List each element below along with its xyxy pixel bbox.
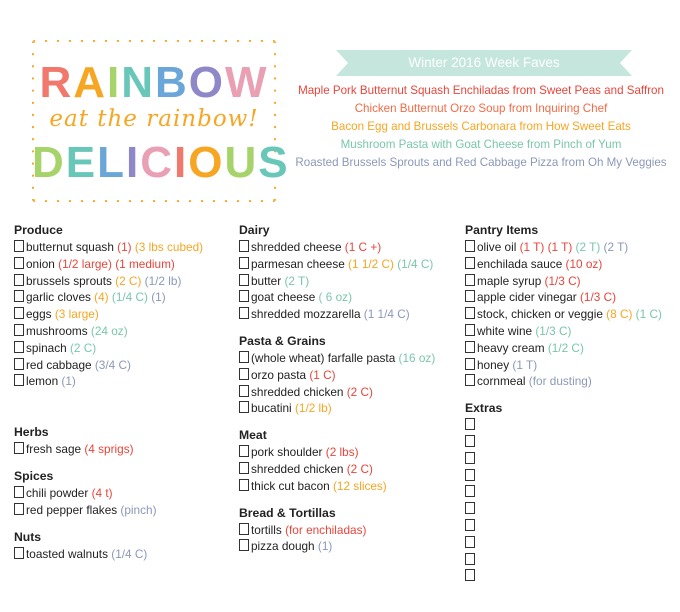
- checkbox[interactable]: [14, 240, 24, 252]
- logo-letter: S: [258, 138, 290, 187]
- checkbox[interactable]: [465, 519, 475, 531]
- item-name: thick cut bacon: [251, 478, 330, 493]
- checkbox[interactable]: [465, 469, 475, 481]
- list-item: [14, 546, 234, 563]
- item-quantity: (4 sprigs): [81, 442, 134, 457]
- section-pasta: [239, 333, 465, 417]
- item-quantity: (1): [58, 374, 76, 389]
- item-name: white wine: [477, 323, 533, 338]
- section-pantry: [465, 222, 680, 390]
- item-quantity: (1 T): [516, 240, 545, 254]
- item-quantity: (4 t): [88, 485, 113, 500]
- list-item: [14, 357, 234, 374]
- logo-tagline: eat the rainbow!: [49, 106, 259, 132]
- item-quantity: (1/2 C): [544, 340, 584, 355]
- section-nuts: [14, 529, 234, 563]
- list-item: [239, 306, 465, 323]
- blank-item: [465, 568, 680, 585]
- list-item: [14, 306, 234, 323]
- section-title: Spices: [14, 468, 54, 483]
- checkbox[interactable]: [465, 502, 475, 514]
- checkbox[interactable]: [239, 385, 249, 397]
- item-name: fresh sage: [26, 442, 82, 457]
- section-bread: [239, 505, 465, 556]
- item-quantity: (3 lbs cubed): [131, 240, 204, 254]
- list-item: [14, 373, 234, 390]
- item-name: tortills: [251, 522, 282, 537]
- list-item: [239, 273, 465, 290]
- blank-item: [465, 434, 680, 451]
- fave-recipe: Maple Pork Butternut Squash Enchiladas from Sweet Peas and Saffron: [298, 84, 664, 97]
- item-quantity: (1/4 C): [108, 290, 148, 305]
- fave-recipe: Bacon Egg and Brussels Carbonara from How Sweet Eats: [331, 120, 631, 133]
- faves-list: [286, 82, 676, 172]
- logo-letter: U: [224, 138, 259, 187]
- item-name: apple cider vinegar: [477, 290, 577, 305]
- checkbox[interactable]: [465, 418, 475, 430]
- checkbox[interactable]: [14, 442, 24, 454]
- list-item: [14, 323, 234, 340]
- item-name: shredded chicken: [251, 384, 344, 399]
- checkbox[interactable]: [465, 290, 475, 302]
- banner-title: Winter 2016 Week Faves: [408, 55, 560, 70]
- item-name: shredded chicken: [251, 461, 344, 476]
- logo-letter: W: [225, 58, 269, 107]
- checkbox[interactable]: [465, 257, 475, 269]
- list-item: [465, 256, 680, 273]
- item-quantity: (2 C): [343, 461, 373, 476]
- list-item: [14, 256, 234, 273]
- item-name: red cabbage: [26, 357, 92, 372]
- item-name: heavy cream: [477, 340, 545, 355]
- item-name: lemon: [26, 374, 59, 389]
- checkbox[interactable]: [465, 274, 475, 286]
- fave-recipe: Mushroom Pasta with Goat Cheese from Pinch of Yum: [340, 138, 622, 151]
- checkbox[interactable]: [465, 374, 475, 386]
- list-item: [14, 502, 234, 519]
- item-quantity: (1 C +): [341, 240, 382, 254]
- item-quantity: (1 T): [544, 240, 573, 254]
- logo-letter: B: [155, 58, 189, 107]
- item-quantity: (2 T): [572, 240, 601, 254]
- item-quantity: (pinch): [117, 502, 157, 517]
- item-name: onion: [26, 256, 55, 271]
- item-quantity: (16 oz): [395, 350, 436, 365]
- checkbox[interactable]: [14, 257, 24, 269]
- list-item: [239, 538, 465, 555]
- list-item: [14, 340, 234, 357]
- blank-item: [465, 451, 680, 468]
- item-name: (whole wheat) farfalle pasta: [251, 350, 396, 365]
- list-item: [239, 289, 465, 306]
- item-name: orzo pasta: [251, 367, 307, 382]
- logo-letter: O: [188, 58, 226, 107]
- logo-letter: O: [188, 138, 225, 187]
- checkbox[interactable]: [239, 290, 249, 302]
- fave-recipe: Chicken Butternut Orzo Soup from Inquiring Chef: [354, 102, 608, 115]
- list-item: [239, 256, 465, 273]
- checkbox[interactable]: [465, 553, 475, 565]
- item-quantity: (1): [113, 240, 132, 254]
- week-faves-banner: [336, 50, 632, 76]
- checkbox[interactable]: [465, 324, 475, 336]
- rainbow-delicious-logo: [32, 40, 290, 202]
- list-item: [465, 289, 680, 306]
- list-item: [14, 239, 234, 256]
- checkbox[interactable]: [465, 569, 475, 581]
- checkbox[interactable]: [239, 539, 249, 551]
- item-name: goat cheese: [251, 290, 316, 305]
- item-name: brussels sprouts: [26, 273, 112, 288]
- checkbox[interactable]: [239, 257, 249, 269]
- item-quantity: (1 T): [509, 357, 538, 372]
- logo-letter: E: [65, 138, 98, 187]
- item-name: red pepper flakes: [26, 502, 118, 517]
- list-item: [465, 323, 680, 340]
- item-quantity: (1 C): [306, 367, 336, 382]
- checkbox[interactable]: [239, 274, 249, 286]
- section-title: Meat: [239, 428, 267, 443]
- list-item: [239, 367, 465, 384]
- logo-letter: R: [39, 58, 74, 107]
- logo-letter: I: [107, 58, 122, 107]
- section-title: Nuts: [14, 529, 42, 544]
- checkbox[interactable]: [239, 307, 249, 319]
- checkbox[interactable]: [239, 462, 249, 474]
- section-meat: [239, 427, 465, 494]
- item-quantity: (1/4 C): [393, 256, 434, 271]
- checkbox[interactable]: [14, 324, 24, 336]
- item-quantity: (24 oz): [87, 323, 128, 338]
- checkbox[interactable]: [14, 486, 24, 498]
- item-name: eggs: [26, 307, 52, 322]
- section-herbs: [14, 424, 234, 458]
- section-extras: [465, 400, 680, 585]
- column-left: [14, 222, 234, 562]
- fave-recipe: Roasted Brussels Sprouts and Red Cabbage Pizza from Oh My Veggies: [295, 156, 667, 169]
- item-name: pizza dough: [251, 539, 315, 554]
- logo-letter: D: [32, 138, 66, 187]
- item-name: toasted walnuts: [26, 546, 108, 561]
- item-quantity: (2 C): [111, 273, 142, 288]
- checkbox[interactable]: [465, 485, 475, 497]
- item-quantity: (1/3 C): [541, 273, 581, 288]
- checkbox[interactable]: [14, 503, 24, 515]
- item-quantity: (1 1/4 C): [360, 307, 410, 322]
- section-title: Bread & Tortillas: [239, 505, 336, 520]
- column-middle: [239, 222, 465, 555]
- checkbox[interactable]: [14, 341, 24, 353]
- blank-item: [465, 468, 680, 485]
- checkbox[interactable]: [239, 445, 249, 457]
- item-quantity: (for enchiladas): [281, 522, 367, 537]
- checkbox[interactable]: [465, 358, 475, 370]
- logo-letter: C: [140, 138, 175, 187]
- list-item: [239, 478, 465, 495]
- checkbox[interactable]: [465, 307, 475, 319]
- list-item: [239, 461, 465, 478]
- checkbox[interactable]: [239, 523, 249, 535]
- item-name: parmesan cheese: [251, 256, 345, 271]
- list-item: [465, 273, 680, 290]
- logo-letter: N: [121, 58, 156, 107]
- item-quantity: (for dusting): [525, 374, 592, 389]
- section-spices: [14, 468, 234, 519]
- item-quantity: (1 C): [632, 307, 662, 322]
- item-name: butternut squash: [26, 240, 114, 254]
- list-item: [14, 441, 234, 458]
- item-name: enchilada sauce: [477, 256, 563, 271]
- item-quantity: (4): [90, 290, 109, 305]
- item-quantity: (1/4 C): [107, 546, 148, 561]
- logo-letter: A: [73, 58, 107, 107]
- list-item: [465, 340, 680, 357]
- list-item: [465, 306, 680, 323]
- item-quantity: (2 lbs): [322, 445, 359, 460]
- list-item: [239, 384, 465, 401]
- blank-item: [465, 484, 680, 501]
- list-item: [465, 357, 680, 374]
- logo-letter: I: [174, 138, 189, 187]
- checkbox[interactable]: [14, 547, 24, 559]
- item-name: shredded mozzarella: [251, 307, 361, 322]
- item-quantity: (2 T): [281, 273, 310, 288]
- checkbox[interactable]: [465, 435, 475, 447]
- item-name: butter: [251, 273, 282, 288]
- item-quantity: (1/2 lb): [141, 273, 182, 288]
- logo-title-delicious: [32, 138, 290, 188]
- blank-item: [465, 501, 680, 518]
- checkbox[interactable]: [14, 290, 24, 302]
- item-name: pork shoulder: [251, 445, 323, 460]
- section-title: Produce: [14, 223, 63, 237]
- item-name: chili powder: [26, 485, 89, 500]
- item-name: maple syrup: [477, 273, 542, 288]
- item-quantity: (2 T): [600, 240, 629, 254]
- checkbox[interactable]: [465, 536, 475, 548]
- list-item: [465, 239, 680, 256]
- list-item: [239, 239, 465, 256]
- list-item: [14, 485, 234, 502]
- list-item: [14, 273, 234, 290]
- checkbox[interactable]: [239, 479, 249, 491]
- list-item: [239, 350, 465, 367]
- item-quantity: (1/3 C): [576, 290, 617, 305]
- checkbox[interactable]: [465, 341, 475, 353]
- item-name: cornmeal: [477, 374, 526, 389]
- checkbox[interactable]: [14, 374, 24, 386]
- item-quantity: (1): [314, 539, 333, 554]
- section-dairy: [239, 222, 465, 323]
- blank-item: [465, 535, 680, 552]
- checkbox[interactable]: [239, 351, 249, 363]
- item-quantity: (1 medium): [111, 256, 175, 271]
- list-item: [465, 373, 680, 390]
- checkbox[interactable]: [14, 358, 24, 370]
- column-right: [465, 222, 680, 585]
- item-quantity: (2 C): [343, 384, 373, 399]
- section-title: Pantry Items: [465, 223, 539, 237]
- checkbox[interactable]: [239, 368, 249, 380]
- item-quantity: (10 oz): [562, 256, 603, 271]
- item-name: mushrooms: [26, 323, 88, 338]
- item-quantity: (1 1/2 C): [344, 256, 394, 271]
- item-name: spinach: [26, 340, 67, 355]
- list-item: [239, 444, 465, 461]
- logo-letter: L: [97, 138, 127, 187]
- section-title: Dairy: [239, 223, 270, 237]
- list-item: [239, 400, 465, 417]
- checkbox[interactable]: [465, 452, 475, 464]
- item-quantity: (12 slices): [329, 478, 387, 493]
- item-name: bucatini: [251, 401, 292, 416]
- blank-item: [465, 552, 680, 569]
- logo-letter: I: [126, 138, 141, 187]
- item-quantity: ( 6 oz): [315, 290, 352, 305]
- list-item: [239, 522, 465, 539]
- logo-title-rainbow: [32, 58, 276, 108]
- section-title: Herbs: [14, 425, 49, 440]
- section-title: Extras: [465, 401, 503, 416]
- checkbox[interactable]: [14, 307, 24, 319]
- item-quantity: (8 C): [602, 307, 633, 322]
- item-quantity: (3/4 C): [91, 357, 131, 372]
- item-name: shredded cheese: [251, 240, 342, 254]
- item-quantity: (1/3 C): [532, 323, 572, 338]
- blank-item: [465, 417, 680, 434]
- item-name: olive oil: [477, 240, 517, 254]
- item-quantity: (1/2 lb): [291, 401, 332, 416]
- checkbox[interactable]: [465, 240, 475, 252]
- section-produce: [14, 222, 234, 390]
- section-title: Pasta & Grains: [239, 333, 326, 348]
- item-name: honey: [477, 357, 510, 372]
- checkbox[interactable]: [239, 401, 249, 413]
- item-quantity: (3 large): [51, 307, 99, 322]
- item-name: stock, chicken or veggie: [477, 307, 603, 322]
- blank-item: [465, 518, 680, 535]
- item-name: garlic cloves: [26, 290, 91, 305]
- item-quantity: (1/2 large): [54, 256, 112, 271]
- checkbox[interactable]: [14, 274, 24, 286]
- list-item: [14, 289, 234, 306]
- item-quantity: (1): [147, 290, 166, 305]
- item-quantity: (2 C): [66, 340, 97, 355]
- checkbox[interactable]: [239, 240, 249, 252]
